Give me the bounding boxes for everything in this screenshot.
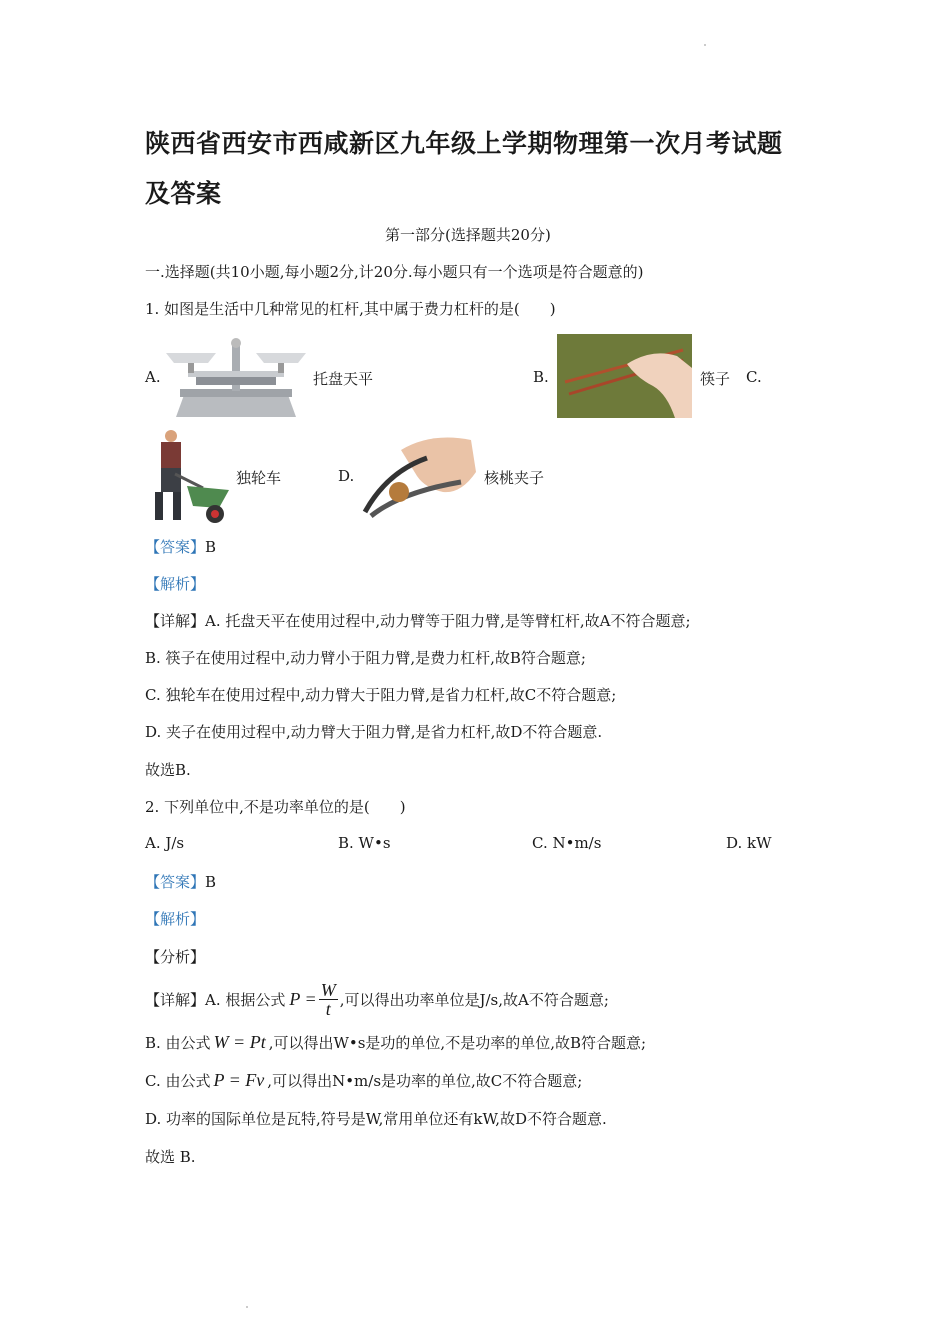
q2-detail-c — [145, 1070, 582, 1091]
nutcracker-image — [361, 432, 476, 518]
section-heading: 一.选择题(共10小题,每小题2分,计20分.每小题只有一个选项是符合题意的) — [145, 263, 644, 281]
formula-c: P = Fv — [213, 1070, 265, 1090]
q2-option-c: C. N•m/s — [532, 834, 602, 852]
corner-mark — [704, 44, 706, 46]
q2-answer — [145, 871, 216, 892]
q1-option-b-label: 筷子 — [700, 370, 731, 388]
detail-a-prefix: 【详解】A. 根据公式 — [145, 990, 286, 1009]
q2-detail-d: D. 功率的国际单位是瓦特,符号是W,常用单位还有kW,故D不符合题意. — [145, 1110, 607, 1128]
q2-conclusion: 故选 B. — [145, 1148, 196, 1166]
q1-analysis-tag: 【解析】 — [145, 575, 206, 593]
wheelbarrow-image — [143, 430, 231, 525]
answer-value: B — [205, 873, 217, 891]
q1-option-c-letter: C. — [746, 368, 762, 386]
detail-c-prefix: C. 由公式 — [145, 1072, 211, 1090]
detail-c-suffix: ,可以得出N•m/s是功率的单位,故C不符合题意; — [267, 1072, 583, 1090]
fraction-denominator: t — [325, 998, 331, 1019]
q1-detail-3: C. 独轮车在使用过程中,动力臂大于阻力臂,是省力杠杆,故C不符合题意; — [145, 686, 617, 704]
formula-b: W = Pt — [213, 1032, 266, 1052]
q1-detail-1: 【详解】A. 托盘天平在使用过程中,动力臂等于阻力臂,是等臂杠杆,故A不符合题意; — [145, 612, 691, 630]
q1-option-b-letter: B. — [533, 368, 549, 386]
q1-option-d-label: 核桃夹子 — [484, 469, 545, 487]
q1-option-d-letter: D. — [338, 467, 355, 485]
q2-fenxi-tag: 【分析】 — [145, 948, 206, 966]
part-heading: 第一部分(选择题共20分) — [385, 226, 551, 244]
chopsticks-image — [557, 334, 692, 418]
q2-stem: 2. 下列单位中,不是功率单位的是( ) — [145, 798, 406, 816]
answer-value: B — [205, 538, 217, 556]
detail-b-prefix: B. 由公式 — [145, 1034, 211, 1052]
q1-stem: 1. 如图是生活中几种常见的杠杆,其中属于费力杠杆的是( ) — [145, 300, 556, 318]
q1-detail-2: B. 筷子在使用过程中,动力臂小于阻力臂,是费力杠杆,故B符合题意; — [145, 649, 586, 667]
q2-detail-a — [145, 974, 609, 1024]
q2-option-d: D. kW — [726, 834, 772, 852]
q1-answer — [145, 536, 216, 557]
q1-option-c-label: 独轮车 — [236, 469, 282, 487]
footer-mark — [246, 1306, 248, 1308]
fraction-numerator: W — [320, 979, 336, 1000]
q2-analysis-tag: 【解析】 — [145, 910, 206, 928]
q2-option-b: B. W•s — [338, 834, 391, 852]
q1-conclusion: 故选B. — [145, 761, 191, 779]
q2-detail-b — [145, 1032, 646, 1053]
formula-fraction — [319, 981, 338, 1018]
detail-b-suffix: ,可以得出W•s是功的单位,不是功率的单位,故B符合题意; — [268, 1034, 647, 1052]
q1-option-a-letter: A. — [145, 368, 161, 386]
detail-a-suffix: ,可以得出功率单位是J/s,故A不符合题意; — [339, 990, 609, 1009]
answer-tag: 【答案】 — [145, 873, 206, 891]
balance-scale-image — [166, 335, 306, 417]
title-line2: 及答案 — [145, 179, 222, 208]
q2-option-a: A. J/s — [145, 834, 185, 852]
formula-lhs: P = — [289, 988, 317, 1009]
q1-detail-4: D. 夹子在使用过程中,动力臂大于阻力臂,是省力杠杆,故D不符合题意. — [145, 723, 603, 741]
answer-tag: 【答案】 — [145, 538, 206, 556]
title-line1: 陕西省西安市西咸新区九年级上学期物理第一次月考试题 — [145, 129, 783, 158]
q1-option-a-label: 托盘天平 — [313, 370, 374, 388]
